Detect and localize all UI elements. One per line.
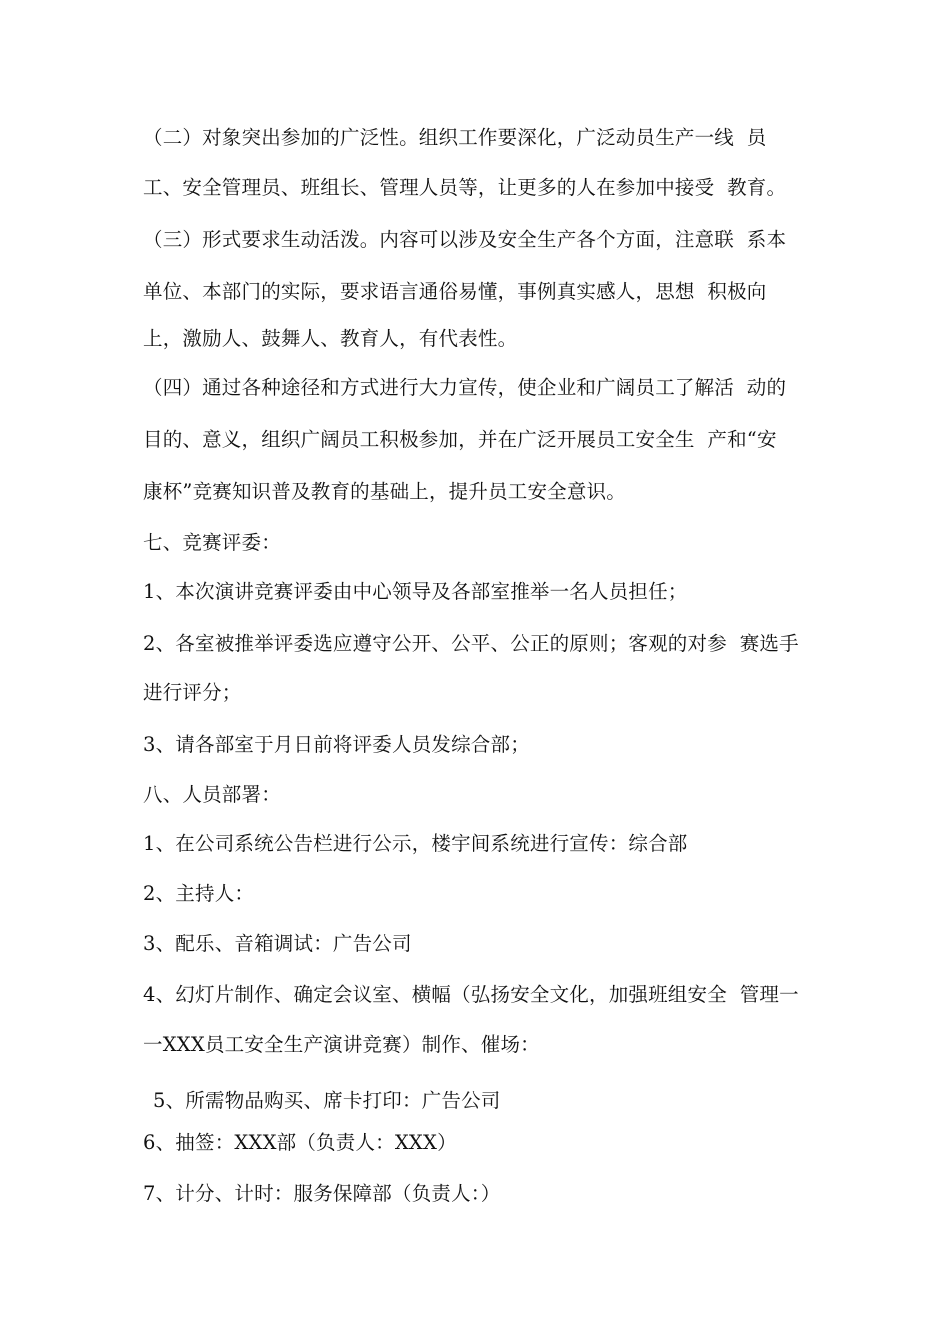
list-item: 1、在公司系统公告栏进行公示，楼宇间系统进行宣传：综合部 bbox=[143, 832, 688, 855]
list-item: 5、所需物品购买、席卡打印：广告公司 bbox=[153, 1089, 501, 1112]
list-item: 4、幻灯片制作、确定会议室、横幅（弘扬安全文化，加强班组安全 管理一 bbox=[143, 983, 799, 1006]
paragraph-line: 目的、意义，组织广阔员工积极参加，并在广泛开展员工安全生 产和“安 bbox=[143, 428, 777, 451]
list-item: 2、主持人： bbox=[143, 882, 255, 905]
paragraph-line: （三）形式要求生动活泼。内容可以涉及安全生产各个方面，注意联 系本 bbox=[143, 228, 787, 251]
list-item: 6、抽签：XXX部（负责人：XXX） bbox=[143, 1131, 457, 1154]
list-item: 2、各室被推举评委选应遵守公开、公平、公正的原则；客观的对参 赛选手 bbox=[143, 632, 799, 655]
list-item: 3、请各部室于月日前将评委人员发综合部； bbox=[143, 733, 530, 756]
section-heading: 七、竞赛评委： bbox=[143, 531, 281, 554]
section-heading: 八、人员部署： bbox=[143, 783, 281, 806]
list-item-continuation: 一XXX员工安全生产演讲竞赛）制作、催场： bbox=[143, 1033, 540, 1056]
paragraph-line: 康杯”竞赛知识普及教育的基础上，提升员工安全意识。 bbox=[143, 480, 626, 503]
paragraph-line: 工、安全管理员、班组长、管理人员等，让更多的人在参加中接受 教育。 bbox=[143, 176, 787, 199]
list-item: 3、配乐、音箱调试：广告公司 bbox=[143, 932, 412, 955]
paragraph-line: 单位、本部门的实际，要求语言通俗易懂，事例真实感人，思想 积极向 bbox=[143, 280, 767, 303]
list-item: 7、计分、计时：服务保障部（负责人：） bbox=[143, 1182, 501, 1205]
list-item-continuation: 进行评分； bbox=[143, 681, 242, 704]
list-item: 1、本次演讲竞赛评委由中心领导及各部室推举一名人员担任； bbox=[143, 580, 688, 603]
paragraph-line: （四）通过各种途径和方式进行大力宣传，使企业和广阔员工了解活 动的 bbox=[143, 376, 787, 399]
paragraph-line: （二）对象突出参加的广泛性。组织工作要深化，广泛动员生产一线 员 bbox=[143, 126, 767, 149]
paragraph-line: 上，激励人、鼓舞人、教育人，有代表性。 bbox=[143, 327, 518, 350]
